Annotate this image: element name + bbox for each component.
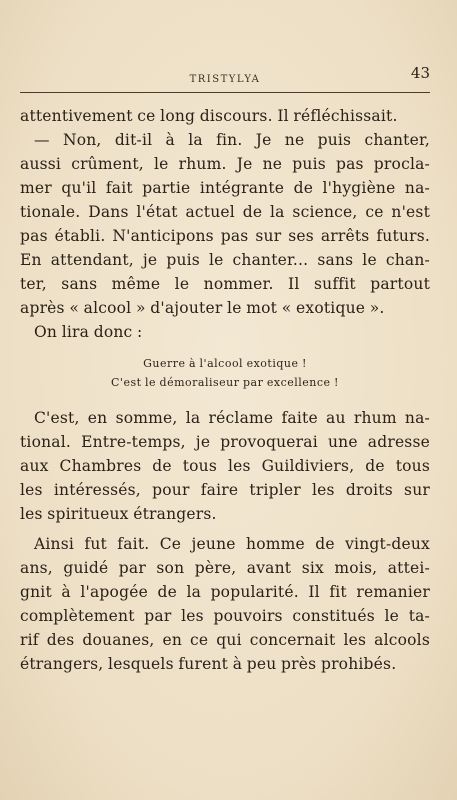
text-line: ter, sans même le nommer. Il suffit partout bbox=[20, 275, 430, 293]
body-text bbox=[20, 104, 430, 676]
text-line: En attendant, je puis le chanter... sans le chan- bbox=[20, 251, 430, 269]
text-line: gnit à l'apogée de la popularité. Il fit remanier bbox=[20, 583, 430, 601]
text-line: rif des douanes, en ce qui concernait les alcools bbox=[20, 631, 430, 649]
header-rule bbox=[20, 92, 430, 93]
quote-line: Guerre à l'alcool exotique ! bbox=[143, 357, 307, 370]
text-line: tionale. Dans l'état actuel de la science, ce n'est bbox=[20, 203, 430, 221]
text-line: ans, guidé par son père, avant six mois, attei- bbox=[20, 559, 430, 577]
page-header bbox=[20, 64, 430, 86]
paragraph bbox=[20, 532, 430, 676]
block-quote bbox=[20, 354, 430, 392]
text-line: après « alcool » d'ajouter le mot « exotique ». bbox=[20, 299, 385, 317]
paragraph bbox=[20, 128, 430, 320]
paragraph bbox=[20, 104, 430, 128]
text-line: pas établi. N'anticipons pas sur ses arrêts futurs. bbox=[20, 227, 430, 245]
quote-line: C'est le démoraliseur par excellence ! bbox=[111, 376, 339, 389]
text-line: complètement par les pouvoirs constitués le ta- bbox=[20, 607, 430, 625]
text-line: On lira donc : bbox=[34, 323, 143, 341]
paragraph bbox=[20, 406, 430, 526]
text-line: les spiritueux étrangers. bbox=[20, 505, 217, 523]
running-title: TRISTYLYA bbox=[189, 74, 261, 85]
text-line: C'est, en somme, la réclame faite au rhum na- bbox=[34, 409, 430, 427]
text-line: aux Chambres de tous les Guildiviers, de tous bbox=[20, 457, 430, 475]
text-line: étrangers, lesquels furent à peu près prohibés. bbox=[20, 655, 397, 673]
text-line: les intéressés, pour faire tripler les droits sur bbox=[20, 481, 430, 499]
text-line: Ainsi fut fait. Ce jeune homme de vingt-deux bbox=[34, 535, 430, 553]
text-line: tional. Entre-temps, je provoquerai une adresse bbox=[20, 433, 430, 451]
text-line: aussi crûment, le rhum. Je ne puis pas procla- bbox=[20, 155, 430, 173]
page-number: 43 bbox=[410, 64, 430, 82]
paragraph bbox=[20, 320, 430, 344]
text-line: — Non, dit-il à la fin. Je ne puis chanter, bbox=[34, 131, 430, 149]
text-line: attentivement ce long discours. Il réfléchissait. bbox=[20, 107, 398, 125]
text-line: mer qu'il fait partie intégrante de l'hygiène na- bbox=[20, 179, 430, 197]
